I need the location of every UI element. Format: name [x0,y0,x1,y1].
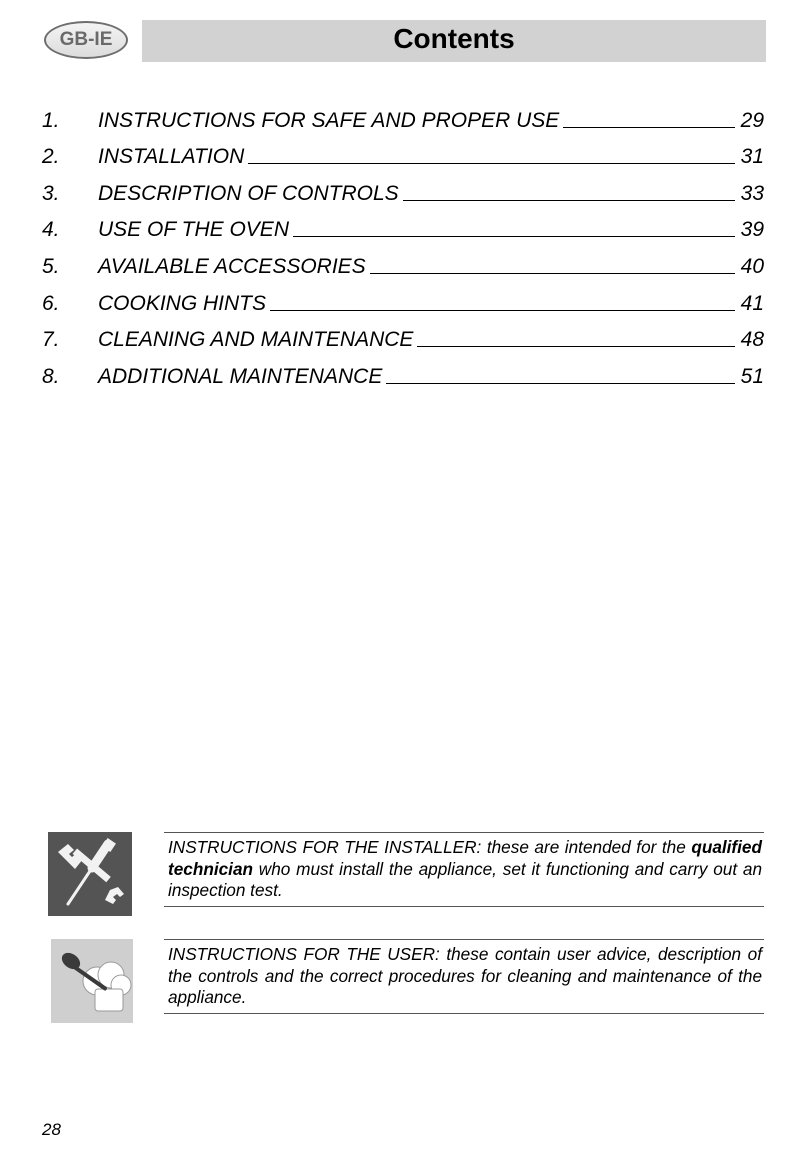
toc-number: 8. [42,364,60,388]
toc-number: 4. [42,218,60,242]
toc-entry[interactable] [42,352,764,389]
toc-leader [386,383,735,384]
toc-title: INSTALLATION [98,145,245,169]
user-note-text: INSTRUCTIONS FOR THE USER: these contain user advice, description of the controls and the correct procedures for cleaning and maintenance of the appliance. [164,939,764,1014]
toc-leader [248,163,735,164]
toc-leader [417,346,735,347]
toc-page: 40 [740,254,764,278]
page-number: 28 [42,1120,61,1139]
toc-title: DESCRIPTION OF CONTROLS [98,181,399,205]
toc-entry[interactable] [42,242,764,279]
installer-note-lead: INSTRUCTIONS FOR THE INSTALLER: these are intended for the [168,837,692,857]
toc-leader [563,127,735,128]
toc-page: 29 [740,108,764,132]
toc-number: 7. [42,328,60,352]
toc-page: 48 [740,328,764,352]
toc-leader [403,200,735,201]
toc-number: 2. [42,145,60,169]
toc-entry[interactable] [42,279,764,316]
toc-entry[interactable] [42,316,764,353]
page-title: Contents [393,23,515,54]
toc-entry[interactable] [42,96,764,133]
region-badge-label: GB-IE [59,29,113,50]
toc-page: 39 [740,218,764,242]
toc-page: 41 [740,291,764,315]
toc-page: 51 [740,364,764,388]
toc-leader [293,236,735,237]
toc-entry[interactable] [42,169,764,206]
table-of-contents [42,96,764,389]
toc-title: COOKING HINTS [98,291,267,315]
wrench-screwdriver-icon [48,832,132,916]
toc-page: 33 [740,181,764,205]
spoon-chef-hat-icon [51,939,133,1023]
toc-title: CLEANING AND MAINTENANCE [98,328,414,352]
toc-title: AVAILABLE ACCESSORIES [98,254,366,278]
toc-title: ADDITIONAL MAINTENANCE [98,364,383,388]
toc-page: 31 [740,145,764,169]
toc-leader [370,273,735,274]
toc-title: USE OF THE OVEN [98,218,289,242]
toc-entry[interactable] [42,206,764,243]
installer-note-rest: who must install the appliance, set it functioning and carry out an inspection test. [168,858,762,901]
toc-leader [270,310,735,311]
title-bar [142,20,766,62]
toc-number: 6. [42,291,60,315]
toc-title: INSTRUCTIONS FOR SAFE AND PROPER USE [98,108,560,132]
toc-number: 5. [42,254,60,278]
toc-number: 3. [42,181,60,205]
toc-number: 1. [42,108,60,132]
installer-note-emphasis: qualified technician [168,837,762,879]
installer-note-text [164,832,764,907]
region-badge [44,21,128,59]
toc-entry[interactable] [42,133,764,170]
